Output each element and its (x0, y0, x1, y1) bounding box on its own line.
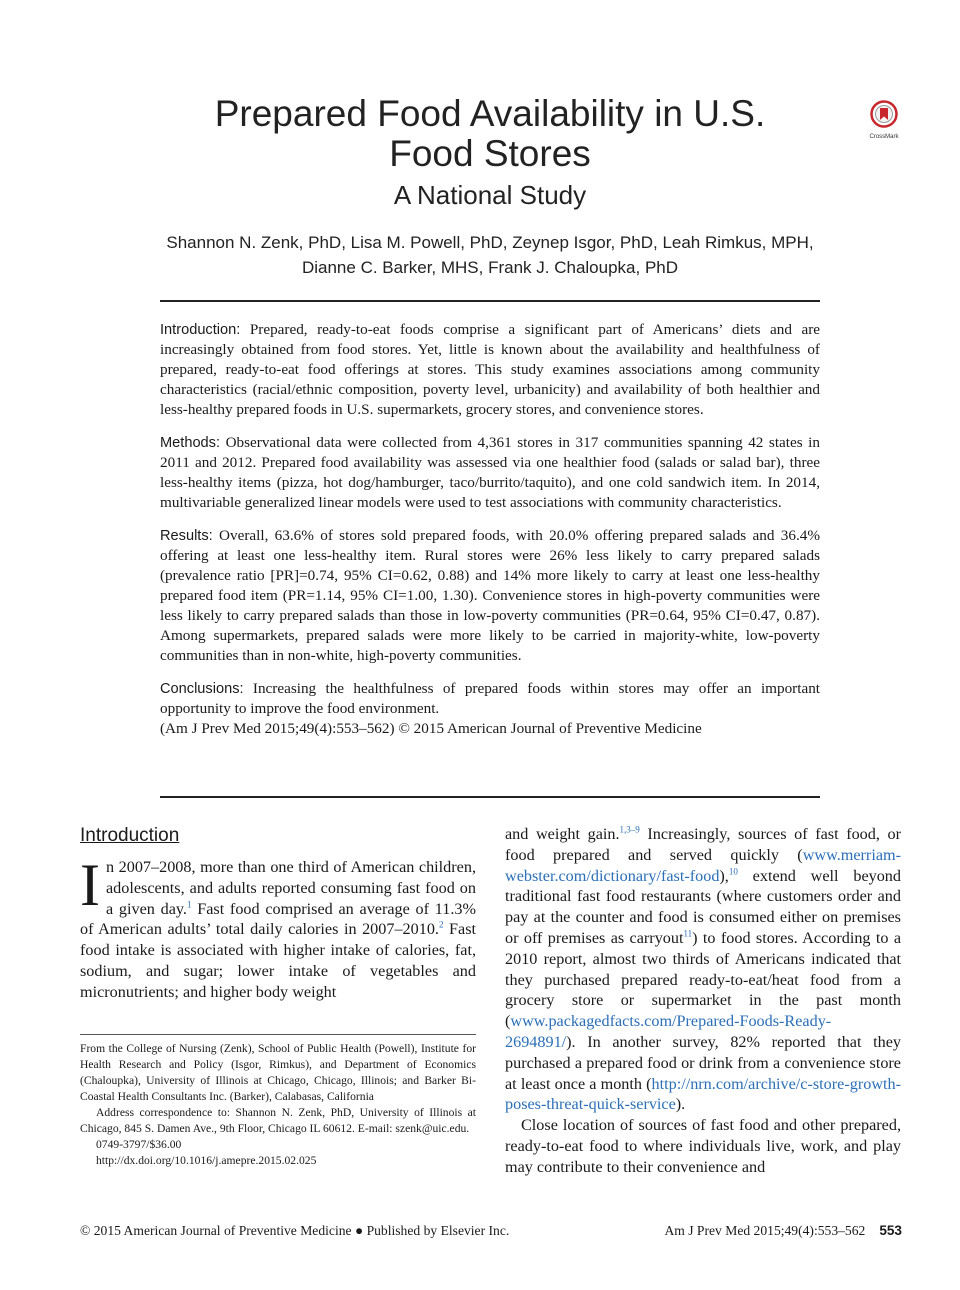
authors-line-1: Shannon N. Zenk, PhD, Lisa M. Powell, PhD, Zeynep Isgor, PhD, Leah Rimkus, MPH, (166, 233, 814, 252)
abstract-results-heading: Results: (160, 528, 213, 544)
abstract-conclusions-heading: Conclusions: (160, 681, 244, 697)
footer-journal-info (640, 1223, 902, 1239)
abstract-methods (160, 433, 820, 513)
body-paragraph: Close location of sources of fast food and other prepared, ready-to-eat food to where individuals live, work, and play may contribute to their convenience and (505, 1116, 901, 1176)
body-text: extend well beyond traditional fast food restaurants (where customers order and pay at the counter and food is consumed either on premises or off premises as carryout (505, 866, 901, 947)
author-list (110, 230, 870, 280)
abstract-introduction-text: Prepared, ready-to-eat foods comprise a significant part of Americans’ diets and are increasingly obtained from food stores. Yet, little is known about the availability and healthfulness of prepared, ready-to-eat food offerings at stores. This study examines associations among community characteristics (racial/ethnic composition, poverty level, urbanicity) and availability of both healthier and less-healthy prepared foods in U.S. supermarkets, grocery stores, and convenience stores. (160, 321, 821, 418)
reference-link[interactable]: 10 (728, 866, 738, 877)
title-line-2: Food Stores (389, 133, 591, 174)
affiliation-footnote (80, 1041, 476, 1169)
page-number: 553 (879, 1223, 902, 1238)
crossmark-icon (866, 100, 902, 128)
drop-cap: I (80, 852, 100, 918)
abstract-methods-heading: Methods: (160, 435, 221, 451)
reference-link[interactable]: 11 (683, 928, 693, 939)
body-text: ). In another survey, 82% reported that they purchased a prepared food or drink from a convenience store at least once a month ( (505, 1032, 901, 1093)
reference-link[interactable]: 1 (186, 899, 192, 910)
body-text: and weight gain. (505, 825, 620, 843)
abstract-introduction (160, 320, 820, 420)
section-heading-introduction: Introduction (80, 825, 180, 846)
abstract-introduction-heading: Introduction: (160, 322, 241, 338)
body-text: Fast food comprised an average of 11.3% of American adults’ total daily calories in 2007–2010. (80, 899, 476, 939)
footer-journal-citation: Am J Prev Med 2015;49(4):553–562 (664, 1223, 866, 1238)
body-text: n 2007–2008, more than one third of American children, adolescents, and adults reported consuming fast food on a given day. (105, 858, 476, 918)
affiliation-from: From the College of Nursing (Zenk), School of Public Health (Powell), Institute for Health Research and Policy (Isgor, Rimkus), and Department of Economics (Chaloupka), University of Illinois at Chicago, Chicago, Illinois; and Barker Bi-Coastal Health Consultants Inc. (Barker), Calabasas, California (80, 1042, 476, 1103)
footnote-rule (80, 1034, 476, 1035)
footer-copyright: © 2015 American Journal of Preventive Medicine ● Published by Elsevier Inc. (80, 1223, 510, 1238)
title-line-1: Prepared Food Availability in U.S. (214, 93, 766, 134)
correspondence-address: Address correspondence to: Shannon N. Zenk, PhD, University of Illinois at Chicago, 845 S. Damen Ave., 9th Floor, Chicago IL 60612. E-mail: szenk@uic.edu. (80, 1106, 476, 1135)
body-text: ), (719, 866, 729, 885)
crossmark-label: CrossMark (869, 134, 899, 140)
abstract-conclusions (160, 679, 820, 739)
authors-line-2: Dianne C. Barker, MHS, Frank J. Chaloupka, PhD (301, 258, 679, 277)
doi-link[interactable]: http://dx.doi.org/10.1016/j.amepre.2015.02.025 (96, 1154, 317, 1167)
body-text: ) to food stores. According to a 2010 report, almost two thirds of Americans indicated that they purchased prepared ready-to-eat/heat food from a grocery store or supermarket in the past month ( (505, 928, 902, 1031)
abstract-bottom-rule (160, 796, 820, 798)
packagedfacts-link[interactable]: www.packagedfacts.com/Prepared-Foods-Ready-2694891/ (505, 1012, 832, 1051)
abstract-citation: (Am J Prev Med 2015;49(4):553–562) © 2015 American Journal of Preventive Medicine (160, 720, 702, 737)
abstract-top-rule (160, 300, 820, 302)
article-subtitle: A National Study (393, 180, 587, 210)
abstract-conclusions-text: Increasing the healthfulness of prepared foods within stores may offer an important opportunity to improve the food environment. (160, 680, 821, 717)
abstract-methods-text: Observational data were collected from 4,361 stores in 317 communities spanning 42 states in 2011 and 2012. Prepared food availability was assessed via one healthier food (salads or salad bar), three less-healthy items (pizza, hot dog/hamburger, taco/burrito/taquito), and one cold sandwich item. In 2014, multivariable generalized linear models were used to test associations with community characteristics. (160, 434, 820, 511)
body-text: Increasingly, sources of fast food, or food prepared and served quickly ( (505, 825, 901, 864)
article-title (120, 94, 860, 174)
body-text: ). (675, 1095, 686, 1114)
merriam-webster-link[interactable]: www.merriam-webster.com/dictionary/fast-food (505, 845, 901, 885)
body-paragraph (505, 824, 901, 1115)
abstract-results (160, 526, 820, 666)
nrn-link[interactable]: http://nrn.com/archive/c-store-growth-poses-threat-quick-service (505, 1074, 901, 1114)
body-left-column (80, 852, 476, 1003)
issn: 0749-3797/$36.00 (96, 1138, 182, 1151)
reference-link[interactable]: 2 (438, 920, 444, 930)
reference-link[interactable]: 1,3–9 (619, 824, 640, 835)
abstract-results-text: Overall, 63.6% of stores sold prepared foods, with 20.0% offering prepared salads and 36.4% offering at least one less-healthy item. Rural stores were 26% less likely to carry prepared salads (prevalence ratio [PR]=0.74, 95% CI=0.62, 0.88) and 14% more likely to carry at least one less-healthy prepared food item (PR=1.14, 95% CI=1.00, 1.30). Convenience stores in high-poverty communities were less likely to carry prepared salads than those in low-poverty communities (PR=0.64, 95% CI=0.47, 0.87). Among supermarkets, prepared salads were more likely to be carried in majority-white, low-poverty communities than in non-white, high-poverty communities. (160, 527, 820, 664)
crossmark-badge[interactable] (866, 100, 902, 140)
body-text: Fast food intake is associated with higher intake of calories, fat, sodium, and sugar; lower intake of vegetables and micronutrients; and higher body weight (80, 920, 476, 1001)
abstract (160, 320, 820, 752)
body-right-column (505, 824, 901, 1178)
